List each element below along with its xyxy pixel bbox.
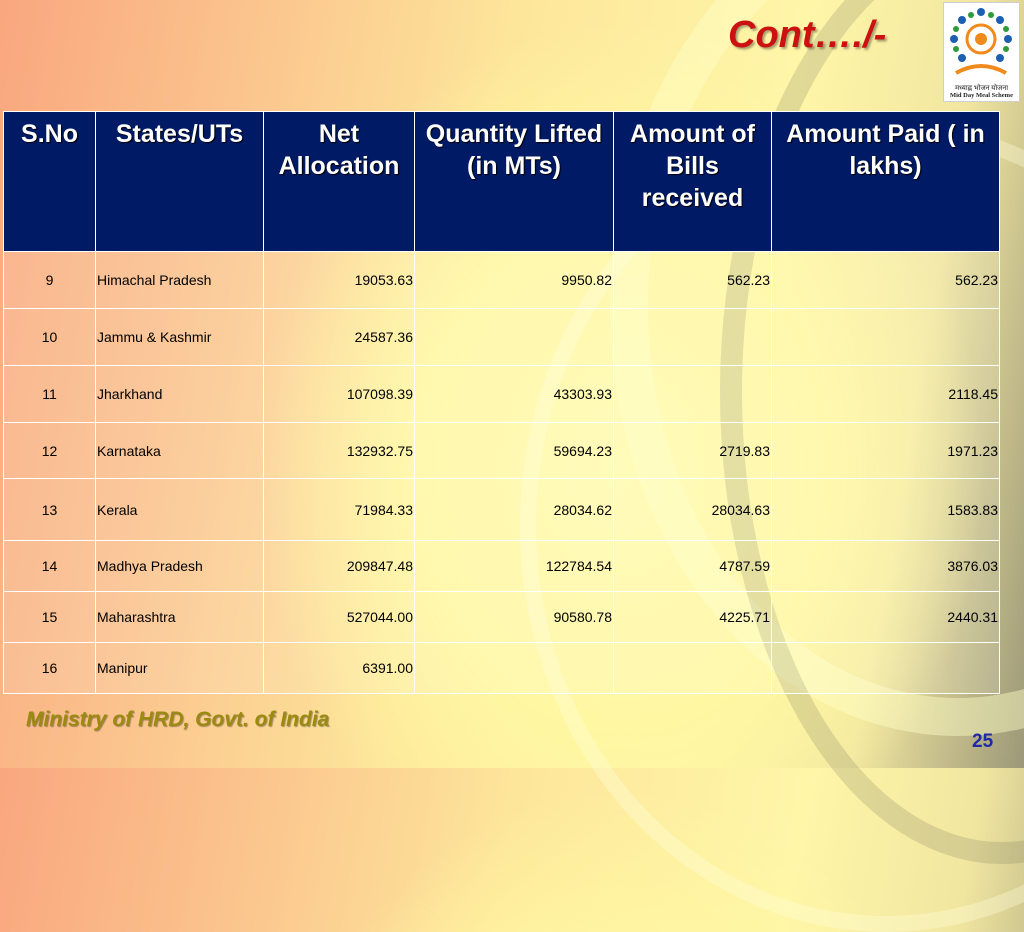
table-row — [4, 479, 1000, 541]
table-row — [4, 309, 1000, 366]
cell-net-allocation: 24587.36 — [264, 309, 415, 366]
header-amount-paid: Amount Paid ( in lakhs) — [772, 112, 1000, 252]
mid-day-meal-logo — [943, 2, 1020, 102]
page-number: 25 — [972, 731, 994, 752]
cell-state: Karnataka — [96, 423, 264, 479]
header-net-allocation: Net Allocation — [264, 112, 415, 252]
cell-amount-bills — [614, 309, 772, 366]
logo-emblem-icon — [944, 3, 1019, 83]
cell-net-allocation: 132932.75 — [264, 423, 415, 479]
cell-state: Maharashtra — [96, 592, 264, 643]
cell-sno: 15 — [4, 592, 96, 643]
cell-net-allocation: 71984.33 — [264, 479, 415, 541]
cell-sno: 12 — [4, 423, 96, 479]
cell-quantity-lifted: 9950.82 — [415, 252, 614, 309]
cell-amount-paid — [772, 643, 1000, 694]
cell-sno: 14 — [4, 541, 96, 592]
cell-amount-paid: 2440.31 — [772, 592, 1000, 643]
cell-amount-bills: 562.23 — [614, 252, 772, 309]
cell-net-allocation: 6391.00 — [264, 643, 415, 694]
cell-amount-bills — [614, 643, 772, 694]
allocation-table — [3, 111, 1000, 694]
table-header-row — [4, 112, 1000, 252]
header-amount-bills: Amount of Bills received — [614, 112, 772, 252]
cell-amount-bills: 4225.71 — [614, 592, 772, 643]
cell-quantity-lifted: 28034.62 — [415, 479, 614, 541]
table-row — [4, 423, 1000, 479]
cell-amount-paid — [772, 309, 1000, 366]
table-row — [4, 643, 1000, 694]
cell-sno: 9 — [4, 252, 96, 309]
cell-state: Kerala — [96, 479, 264, 541]
cell-sno: 13 — [4, 479, 96, 541]
cell-amount-bills: 2719.83 — [614, 423, 772, 479]
header-sno: S.No — [4, 112, 96, 252]
cell-state: Jammu & Kashmir — [96, 309, 264, 366]
table-row — [4, 366, 1000, 423]
cell-quantity-lifted — [415, 309, 614, 366]
cell-state: Manipur — [96, 643, 264, 694]
cell-amount-paid: 562.23 — [772, 252, 1000, 309]
cell-state: Himachal Pradesh — [96, 252, 264, 309]
table-row — [4, 592, 1000, 643]
cell-net-allocation: 209847.48 — [264, 541, 415, 592]
cell-amount-paid: 2118.45 — [772, 366, 1000, 423]
cell-state: Madhya Pradesh — [96, 541, 264, 592]
cell-amount-paid: 3876.03 — [772, 541, 1000, 592]
table-row — [4, 541, 1000, 592]
cell-sno: 11 — [4, 366, 96, 423]
logo-caption-hindi: मध्याह्न भोजन योजना — [954, 84, 1009, 92]
cell-quantity-lifted: 90580.78 — [415, 592, 614, 643]
cell-net-allocation: 19053.63 — [264, 252, 415, 309]
cell-quantity-lifted — [415, 643, 614, 694]
footer-ministry: Ministry of HRD, Govt. of India — [26, 708, 330, 731]
cell-amount-paid: 1971.23 — [772, 423, 1000, 479]
cell-sno: 16 — [4, 643, 96, 694]
cell-net-allocation: 107098.39 — [264, 366, 415, 423]
cell-amount-paid: 1583.83 — [772, 479, 1000, 541]
cell-amount-bills: 28034.63 — [614, 479, 772, 541]
cell-net-allocation: 527044.00 — [264, 592, 415, 643]
header-state: States/UTs — [96, 112, 264, 252]
cell-quantity-lifted: 122784.54 — [415, 541, 614, 592]
header-quantity-lifted: Quantity Lifted (in MTs) — [415, 112, 614, 252]
cell-quantity-lifted: 59694.23 — [415, 423, 614, 479]
cell-quantity-lifted: 43303.93 — [415, 366, 614, 423]
table-row — [4, 252, 1000, 309]
logo-caption-english: Mid Day Meal Scheme — [949, 92, 1013, 99]
cell-amount-bills — [614, 366, 772, 423]
cell-sno: 10 — [4, 309, 96, 366]
cell-amount-bills: 4787.59 — [614, 541, 772, 592]
cell-state: Jharkhand — [96, 366, 264, 423]
slide-title: Cont…./- — [728, 14, 887, 56]
